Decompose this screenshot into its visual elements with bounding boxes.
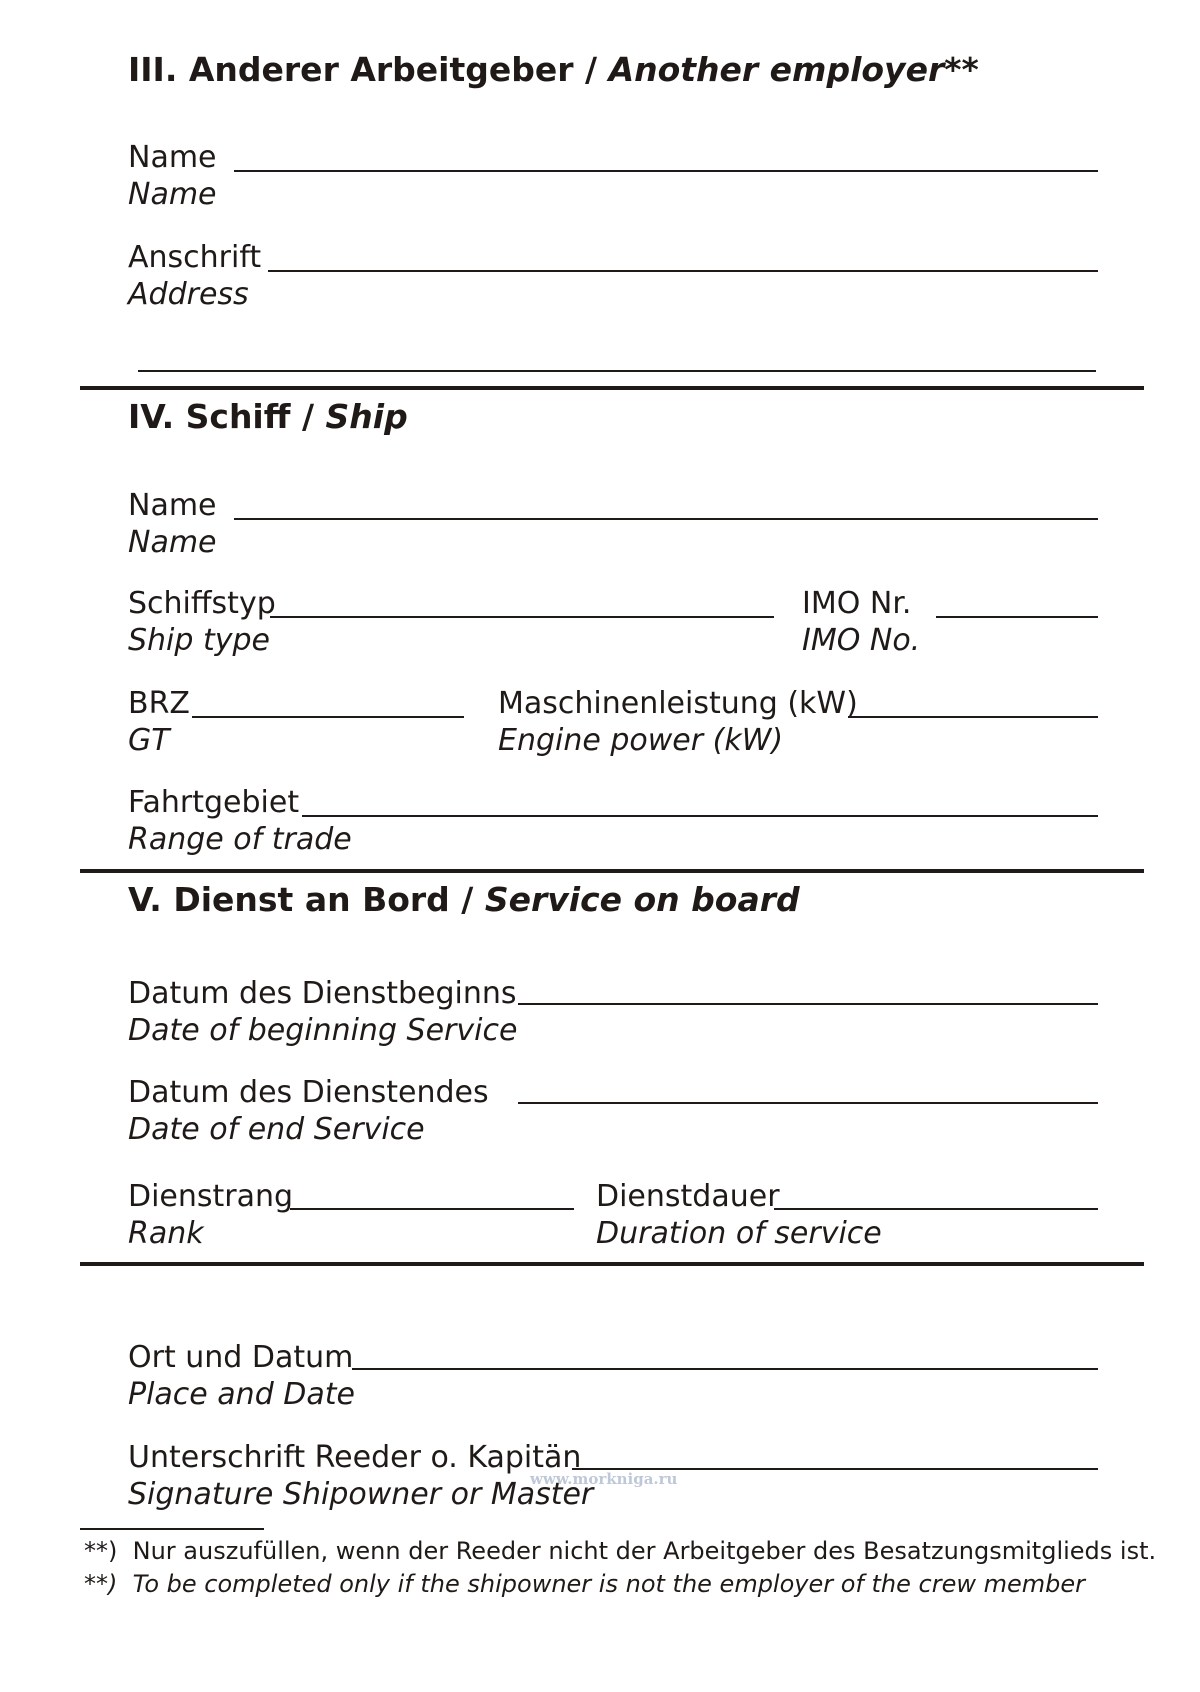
rank-label-de: Dienstrang [128, 1179, 294, 1214]
signature-label-de: Unterschrift Reeder o. Kapitän [128, 1440, 582, 1475]
gt-label-en: GT [128, 723, 170, 758]
footnote-de [84, 1537, 1156, 1565]
place-date-label-de: Ort und Datum [128, 1340, 354, 1375]
duration-label-de: Dienstdauer [596, 1179, 780, 1214]
section-4-title [128, 397, 408, 436]
duration-field[interactable] [774, 1208, 1098, 1210]
employer-name-label-en: Name [128, 177, 217, 212]
ship-name-field[interactable] [234, 518, 1098, 520]
section-5-title-de: Dienst an Bord / [173, 880, 474, 919]
employer-name-field[interactable] [234, 170, 1098, 172]
engine-power-label-de: Maschinenleistung (kW) [498, 686, 858, 721]
section-3-title [128, 50, 979, 89]
section-3-title-de: Anderer Arbeitgeber / [188, 50, 598, 89]
engine-power-label-en: Engine power (kW) [498, 723, 784, 758]
section-4-title-de: Schiff / [185, 397, 315, 436]
place-date-label-en: Place and Date [128, 1377, 355, 1412]
section-3-title-en: Another employer** [608, 50, 979, 89]
range-of-trade-field[interactable] [302, 815, 1098, 817]
imo-label-de: IMO Nr. [802, 586, 912, 621]
employer-address-field[interactable] [268, 270, 1098, 272]
section-5-title [128, 880, 800, 919]
ship-type-field[interactable] [270, 616, 774, 618]
employer-name-label-de: Name [128, 140, 217, 175]
employer-address-field-2[interactable] [138, 370, 1096, 372]
signature-label-en: Signature Shipowner or Master [128, 1477, 594, 1512]
footnote-text-de: Nur auszufüllen, wenn der Reeder nicht der Arbeitgeber des Besatzungsmitglieds ist. [132, 1537, 1157, 1565]
section-divider [80, 386, 1144, 390]
gt-field[interactable] [192, 716, 464, 718]
footnote-en [84, 1570, 1085, 1598]
footnote-marker: **) [84, 1537, 118, 1565]
watermark: www.morkniga.ru [530, 1470, 678, 1488]
service-end-label-en: Date of end Service [128, 1112, 425, 1147]
footnote-separator [80, 1528, 264, 1530]
service-begin-field[interactable] [518, 1003, 1098, 1005]
footnote-text-en: To be completed only if the shipowner is not the employer of the crew member [132, 1570, 1085, 1598]
service-end-field[interactable] [518, 1102, 1098, 1104]
service-begin-label-de: Datum des Dienstbeginns [128, 976, 517, 1011]
service-begin-label-en: Date of beginning Service [128, 1013, 518, 1048]
place-date-field[interactable] [352, 1368, 1098, 1370]
section-3-number: III. [128, 50, 178, 89]
section-divider [80, 869, 1144, 873]
engine-power-field[interactable] [848, 716, 1098, 718]
imo-label-en: IMO No. [802, 623, 921, 658]
section-divider [80, 1262, 1144, 1266]
ship-type-label-de: Schiffstyp [128, 586, 276, 621]
gt-label-de: BRZ [128, 686, 190, 721]
employer-address-label-en: Address [128, 277, 249, 312]
section-5-number: V. [128, 880, 162, 919]
ship-name-label-en: Name [128, 525, 217, 560]
duration-label-en: Duration of service [596, 1216, 882, 1251]
section-4-title-en: Ship [325, 397, 408, 436]
section-4-number: IV. [128, 397, 175, 436]
ship-type-label-en: Ship type [128, 623, 270, 658]
employer-address-label-de: Anschrift [128, 240, 262, 275]
imo-field[interactable] [936, 616, 1098, 618]
range-of-trade-label-en: Range of trade [128, 822, 352, 857]
rank-field[interactable] [290, 1208, 574, 1210]
footnote-marker: **) [84, 1570, 118, 1598]
section-5-title-en: Service on board [484, 880, 800, 919]
rank-label-en: Rank [128, 1216, 204, 1251]
service-end-label-de: Datum des Dienstendes [128, 1075, 489, 1110]
range-of-trade-label-de: Fahrtgebiet [128, 785, 300, 820]
ship-name-label-de: Name [128, 488, 217, 523]
